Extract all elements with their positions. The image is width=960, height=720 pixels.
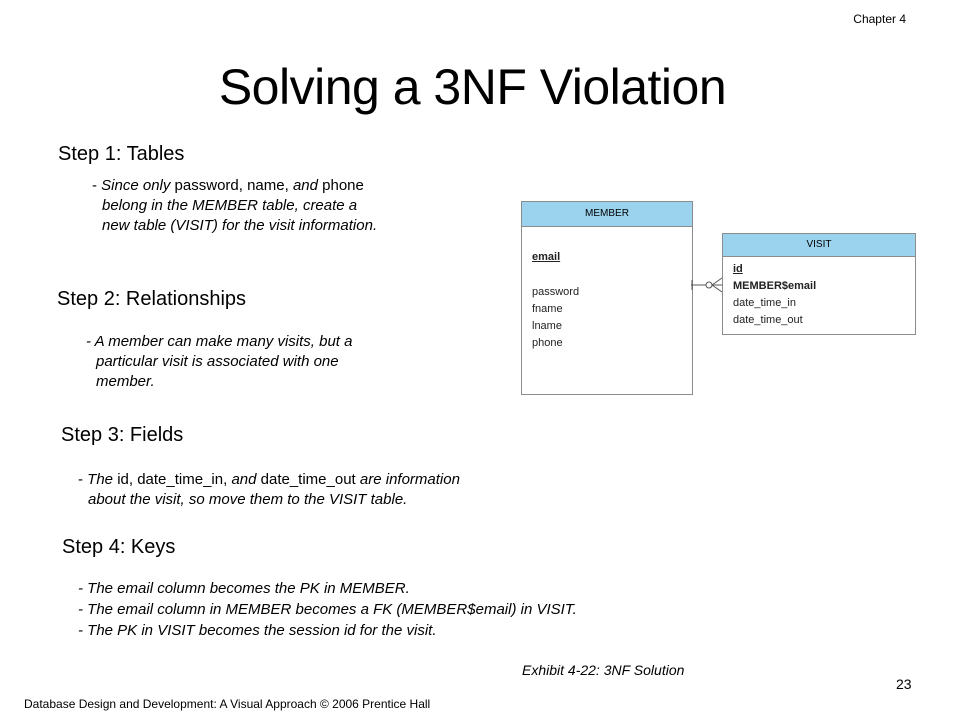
step-4-line-3: - The PK in VISIT becomes the session id for the visit. xyxy=(78,622,437,639)
page-number: 23 xyxy=(896,676,912,692)
member-field-fname: fname xyxy=(532,303,563,315)
step-3-line-1: - The id, date_time_in, and date_time_out are information xyxy=(78,471,460,488)
member-field-phone: phone xyxy=(532,337,563,349)
member-table xyxy=(521,201,693,395)
step-1-text xyxy=(92,176,377,236)
step-4-text xyxy=(78,578,577,641)
member-table-header: MEMBER xyxy=(522,202,692,227)
visit-fk-member-email: MEMBER$email xyxy=(733,280,817,292)
step-2-text xyxy=(86,332,352,392)
relationship-connector xyxy=(690,270,724,300)
visit-table xyxy=(722,233,916,335)
visit-table-header: VISIT xyxy=(723,234,915,257)
footer-text: Database Design and Development: A Visual Approach © 2006 Prentice Hall xyxy=(24,697,431,711)
step-4-heading: Step 4: Keys xyxy=(62,536,176,558)
step-3-text xyxy=(78,470,460,510)
crows-foot-top xyxy=(712,278,722,285)
exhibit-caption: Exhibit 4-22: 3NF Solution xyxy=(522,662,685,678)
member-field-password: password xyxy=(532,286,580,298)
step-1-line-2: belong in the MEMBER table, create a xyxy=(102,197,358,214)
step-2-heading: Step 2: Relationships xyxy=(57,288,247,310)
step-4-line-1: - The email column becomes the PK in MEMBER. xyxy=(78,580,410,597)
step-2-line-3: member. xyxy=(96,373,155,390)
member-field-lname: lname xyxy=(532,320,562,332)
step-3-heading: Step 3: Fields xyxy=(61,424,184,446)
optional-circle xyxy=(706,282,712,288)
visit-field-date-time-in: date_time_in xyxy=(733,297,796,309)
visit-pk-id: id xyxy=(733,263,743,275)
step-2-line-2: particular visit is associated with one xyxy=(96,353,339,370)
step-4-line-2: - The email column in MEMBER becomes a FK (MEMBER$email) in VISIT. xyxy=(78,601,577,618)
step-3-line-2: about the visit, so move them to the VISIT table. xyxy=(88,491,408,508)
slide-title: Solving a 3NF Violation xyxy=(218,59,727,115)
step-1-heading: Step 1: Tables xyxy=(58,143,185,165)
visit-field-date-time-out: date_time_out xyxy=(733,314,803,326)
step-1-line-3: new table (VISIT) for the visit information. xyxy=(102,217,378,234)
step-1-line-1: - Since only password, name, and phone xyxy=(92,177,364,194)
crows-foot-bottom xyxy=(712,285,722,292)
step-2-line-1: - A member can make many visits, but a xyxy=(86,333,353,350)
chapter-label: Chapter 4 xyxy=(853,12,906,26)
member-pk-email: email xyxy=(532,251,561,263)
